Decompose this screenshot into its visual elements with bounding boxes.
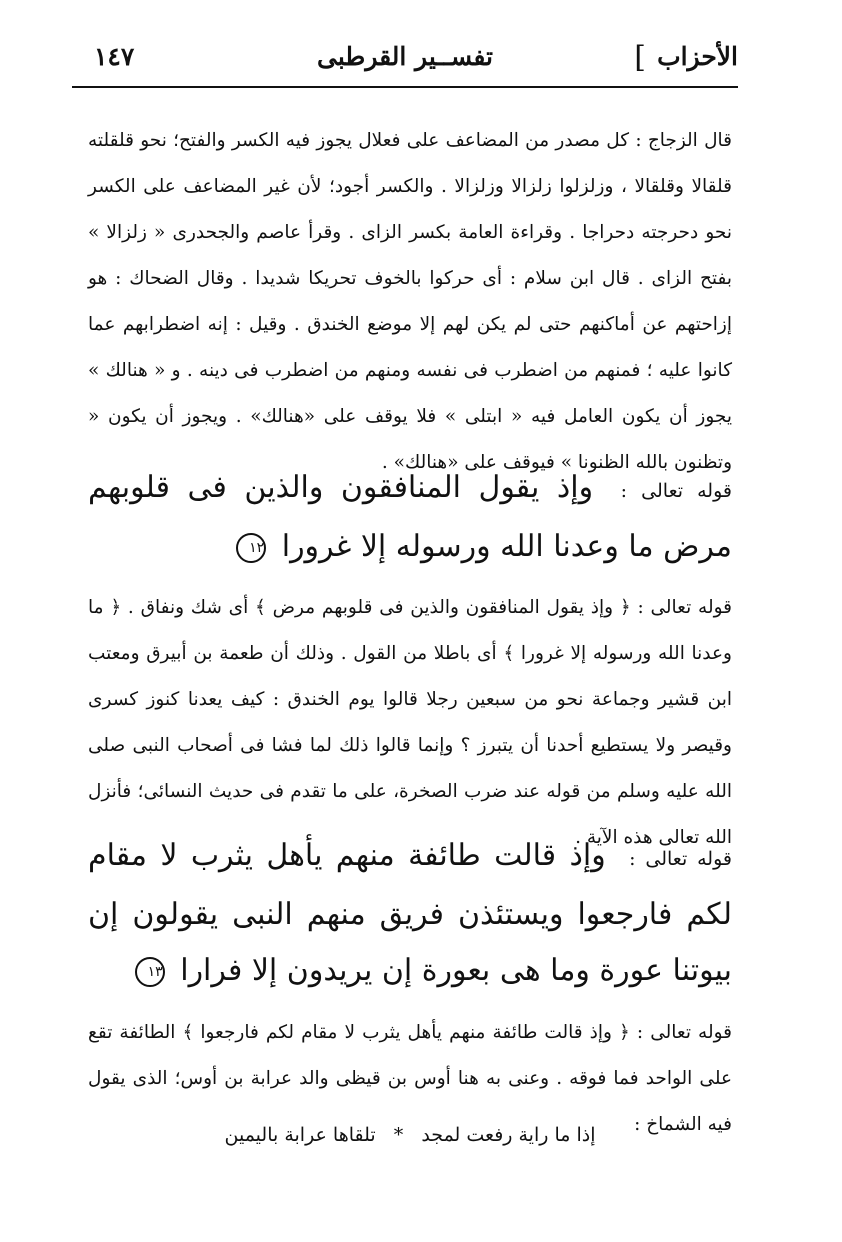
header-rule xyxy=(72,86,738,88)
quran-verse-13 xyxy=(88,828,732,999)
verse-text: وإذ قالت طائفة منهم يأهل يثرب لا مقام لكم فارجعوا ويستئذن فريق منهم النبى يقولون إن بيوتنا عورة وما هى بعورة إن يريدون إلا فرارا xyxy=(88,838,732,988)
page-header xyxy=(72,42,738,94)
quran-verse-12 xyxy=(88,460,732,575)
verse-text-block xyxy=(88,828,732,999)
commentary-paragraph xyxy=(88,585,732,861)
commentary-paragraph xyxy=(88,118,732,486)
page-number: ١٤٧ xyxy=(94,42,135,71)
paragraph-text: قال الزجاج : كل مصدر من المضاعف على فعلال يجوز فيه الكسر والفتح؛ نحو قلقلته قلقالا وقلقالا ، وزلزلوا زلزالا وزلزالا . والكسر أجود؛ لأن غير المضاعف على الكسر نحو دحرجته دحراجا . وقراءة العامة بكسر الزاى . وقرأ عاصم والجحدرى « زلزالا » بفتح الزاى . قال ابن سلام : أى حركوا بالخوف تحريكا شديدا . وقال الضحاك : هو إزاحتهم عن أماكنهم حتى لم يكن لهم إلا موضع الخندق . وقيل : إنه اضطرابهم عما كانوا عليه ؛ فمنهم من اضطرب فى نفسه ومنهم من اضطرب فى دينه . و « هنالك » يجوز أن يكون العامل فيه « ابتلى » فلا يوقف على «هنالك» . ويجوز أن يكون « وتظنون بالله الظنونا » فيوقف على «هنالك» . xyxy=(88,130,732,473)
verse-text-block xyxy=(88,460,732,575)
poem-verse xyxy=(88,1112,732,1158)
verse-intro: قوله تعالى : xyxy=(629,848,732,870)
header-bracket: ] xyxy=(634,40,646,75)
poem-second-hemistich: تلقاها عرابة باليمين xyxy=(224,1124,376,1146)
poem-separator: * xyxy=(393,1124,404,1146)
verse-text: وإذ يقول المنافقون والذين فى قلوبهم مرض ما وعدنا الله ورسوله إلا غرورا xyxy=(88,470,732,564)
book-title: تفســير القرطبى xyxy=(317,42,493,71)
poem-line xyxy=(88,1112,732,1158)
paragraph-text: قوله تعالى : ﴿ وإذ قالت طائفة منهم يأهل يثرب لا مقام لكم فارجعوا ﴾ الطائفة تقع على الواحد فما فوقه . وعنى به هنا أوس بن قيظى والد عرابة بن أوس؛ الذى يقول فيه الشماخ : xyxy=(88,1022,732,1135)
running-head: الأحزاب xyxy=(657,42,738,71)
verse-number-badge: ١٢ xyxy=(236,533,266,563)
poem-first-hemistich: إذا ما راية رفعت لمجد xyxy=(421,1124,596,1146)
verse-intro: قوله تعالى : xyxy=(620,480,732,502)
verse-number-badge: ١٣ xyxy=(135,957,165,987)
paragraph-text: قوله تعالى : ﴿ وإذ يقول المنافقون والذين فى قلوبهم مرض ﴾ أى شك ونفاق . ﴿ ما وعدنا الله ورسوله إلا غرورا ﴾ أى باطلا من القول . وذلك أن طعمة بن أبيرق ومعتب ابن قشير وجماعة نحو من سبعين رجلا قالوا يوم الخندق : كيف يعدنا كنوز كسرى وقيصر ولا يستطيع أحدنا أن يتبرز ؟ وإنما قالوا ذلك لما فشا فى أصحاب النبى صلى الله عليه وسلم من قوله عند ضرب الصخرة، على ما تقدم فى حديث النسائى؛ فأنزل الله تعالى هذه الآية . xyxy=(88,597,732,848)
